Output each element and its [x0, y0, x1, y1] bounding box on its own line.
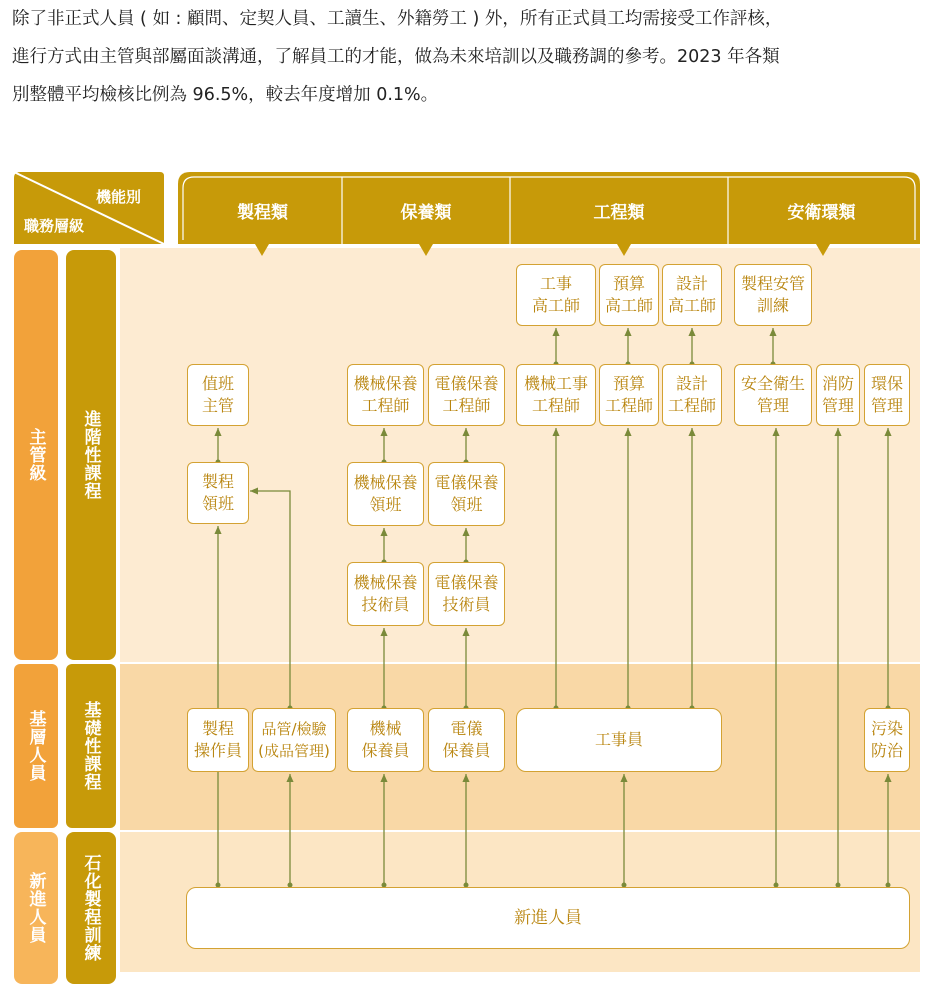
- box-elec-leader: 電儀保養 領班: [428, 462, 505, 526]
- box-mech-works-engineer: 機械工事 工程師: [516, 364, 596, 426]
- box-mech-tech: 機械保養 技術員: [347, 562, 424, 626]
- corner-top-label: 機能別: [96, 188, 142, 206]
- box-qc-inspector: 品管/檢驗 (成品管理): [252, 708, 336, 772]
- box-works-staff: 工事員: [516, 708, 722, 772]
- course-label-advanced: 進階性課程: [80, 410, 101, 500]
- level-label-supervisor: 主管級: [25, 428, 46, 482]
- box-elec-engineer: 電儀保養 工程師: [428, 364, 505, 426]
- course-label-petrochem: 石化製程訓練: [80, 854, 101, 962]
- column-engineering: 工程類: [593, 202, 645, 223]
- box-process-operator: 製程 操作員: [187, 708, 249, 772]
- box-fire-mgmt: 消防 管理: [816, 364, 860, 426]
- box-design-senior: 設計 高工師: [662, 264, 722, 326]
- box-budget-senior: 預算 高工師: [599, 264, 659, 326]
- box-design-engineer: 設計 工程師: [662, 364, 722, 426]
- box-elec-maint: 電儀 保養員: [428, 708, 505, 772]
- course-label-basic: 基礎性課程: [80, 701, 101, 791]
- column-process: 製程類: [237, 202, 288, 223]
- box-process-leader: 製程 領班: [187, 462, 249, 524]
- box-mech-maint: 機械 保養員: [347, 708, 424, 772]
- box-safety-health-mgmt: 安全衛生 管理: [734, 364, 812, 426]
- corner-bottom-label: 職務層級: [24, 217, 85, 235]
- level-label-basic: 基層人員: [25, 710, 46, 782]
- box-budget-engineer: 預算 工程師: [599, 364, 659, 426]
- intro-line-2: 進行方式由主管與部屬面談溝通，了解員工的才能，做為未來培訓以及職務調的參考。2023 年各類: [12, 47, 780, 67]
- box-works-senior: 工事 高工師: [516, 264, 596, 326]
- box-pollution-control: 污染 防治: [864, 708, 910, 772]
- box-duty-supervisor: 值班 主管: [187, 364, 249, 426]
- column-maintenance: 保養類: [400, 202, 452, 223]
- box-mech-engineer: 機械保養 工程師: [347, 364, 424, 426]
- box-env-mgmt: 環保 管理: [864, 364, 910, 426]
- box-process-safety-training: 製程安管 訓練: [734, 264, 812, 326]
- intro-line-1: 除了非正式人員 ( 如 : 顧問、定契人員、工讀生、外籍勞工 ) 外，所有正式員工均需接受工作評核，: [12, 9, 783, 29]
- intro-line-3: 別整體平均檢核比例為 96.5%，較去年度增加 0.1%。: [12, 85, 439, 105]
- box-mech-leader: 機械保養 領班: [347, 462, 424, 526]
- level-label-new: 新進人員: [25, 872, 46, 944]
- box-elec-tech: 電儀保養 技術員: [428, 562, 505, 626]
- column-safety-env: 安衛環類: [787, 202, 856, 223]
- box-newcomers: 新進人員: [186, 887, 910, 949]
